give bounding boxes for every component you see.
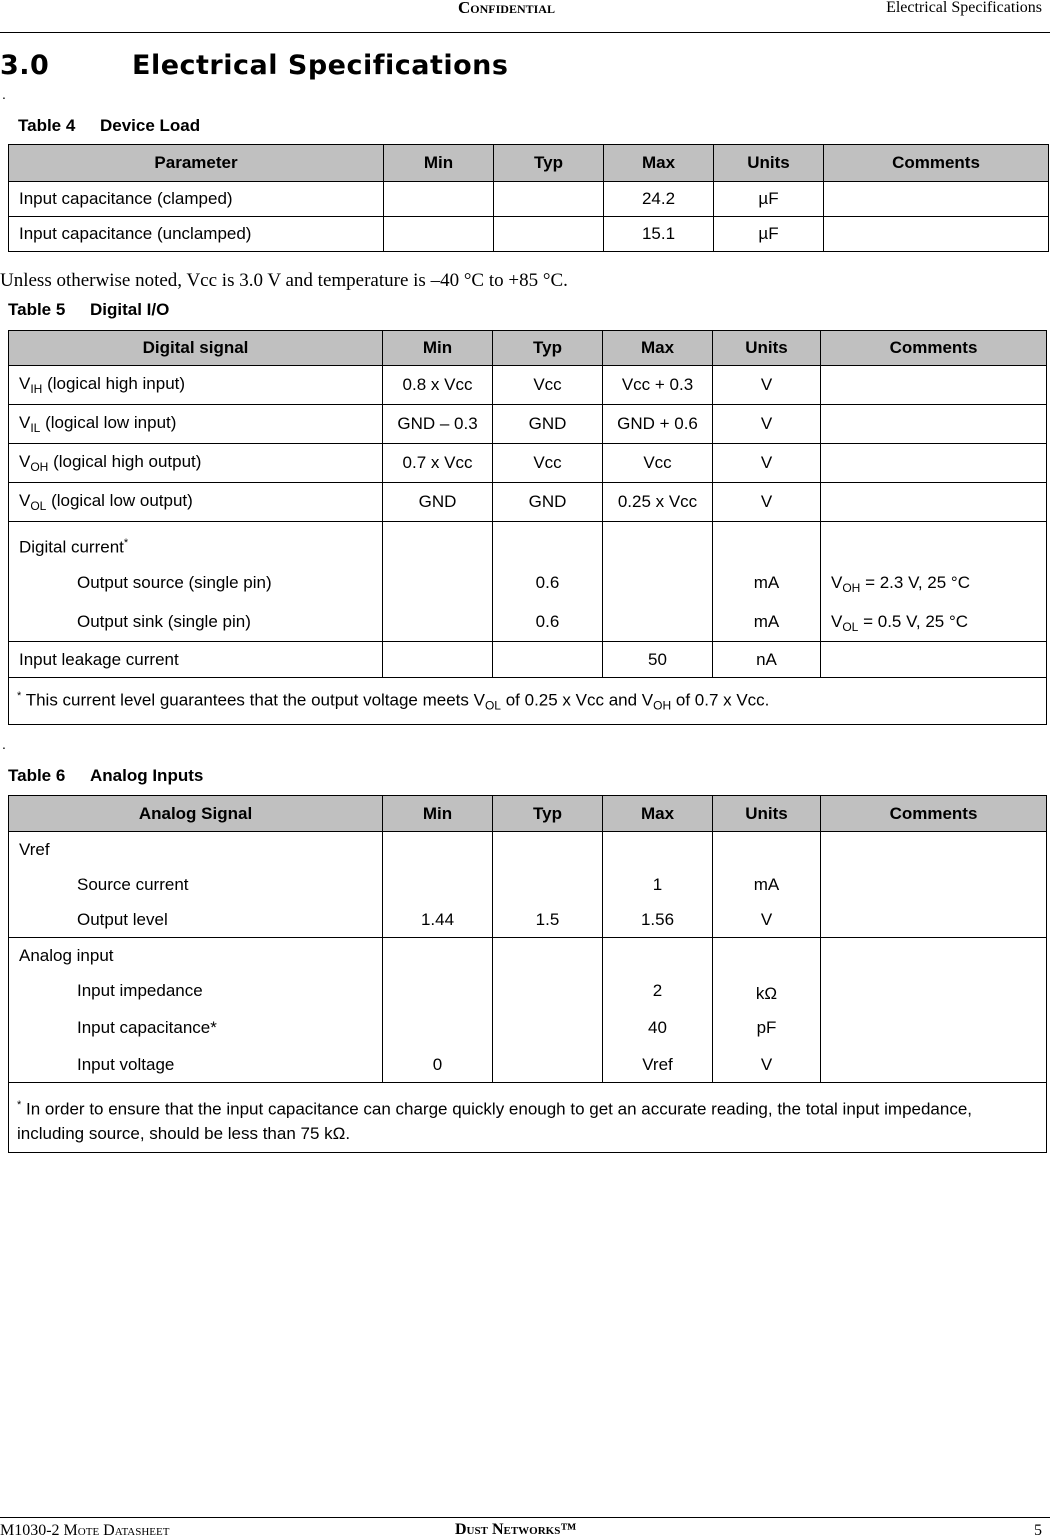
text (9, 331, 1047, 725)
table-cell (9, 678, 1047, 725)
text: * (17, 1099, 22, 1111)
table-cell: Input capacitance (unclamped) (9, 217, 384, 252)
text: mA (753, 573, 780, 592)
text (383, 938, 492, 973)
header-section-title: Electrical Specifications (886, 0, 1042, 16)
column-header: Max (603, 331, 713, 366)
table-cell: µF (714, 217, 824, 252)
table-row (9, 444, 1047, 483)
text (713, 524, 820, 563)
col-header: Min (384, 145, 494, 182)
table-row (9, 182, 1049, 217)
text (9, 524, 382, 563)
text (713, 832, 820, 867)
text: 0 (432, 1055, 443, 1074)
col-header: Typ (494, 145, 604, 182)
table-cell (9, 1083, 1047, 1153)
text: Analog input (19, 946, 114, 965)
table-cell (494, 182, 604, 217)
text (9, 796, 1047, 1153)
table-cell (821, 444, 1047, 483)
text: (logical high output) (48, 452, 202, 471)
text (9, 145, 1049, 252)
text: OL (484, 698, 501, 713)
table-cell (713, 522, 821, 642)
table-cell: 0.25 x Vcc (603, 483, 713, 522)
text: 1 (652, 875, 663, 894)
footer-rule (0, 1517, 1050, 1518)
table-cell (713, 832, 821, 938)
text: Table 6 (8, 766, 66, 785)
table4-caption (18, 116, 200, 136)
table-analog-inputs (8, 795, 1047, 1153)
text: * (123, 537, 129, 549)
table-cell (603, 522, 713, 642)
table-cell (493, 938, 603, 1083)
table-cell: Vcc (603, 444, 713, 483)
conditions-note: Unless otherwise noted, Vcc is 3.0 V and temperature is –40 °C to +85 °C. (0, 270, 568, 291)
table-cell (383, 938, 493, 1083)
text: 0.6 (535, 573, 560, 592)
text: Input voltage (77, 1055, 175, 1074)
table-cell: GND + 0.6 (603, 405, 713, 444)
page-number: 5 (1034, 1522, 1042, 1539)
text: of 0.25 x Vcc and V (500, 690, 654, 710)
text (821, 524, 1046, 563)
table-cell: GND (493, 405, 603, 444)
text: OH (30, 460, 49, 474)
text: OH (842, 581, 861, 595)
table-cell: V (713, 444, 821, 483)
text: Table 4 (18, 116, 76, 135)
table6-caption (8, 766, 203, 786)
header-rule (0, 32, 1050, 33)
text: Output level (77, 910, 168, 929)
table-cell: µF (714, 182, 824, 217)
table-cell: 0.8 x Vcc (383, 366, 493, 405)
table-cell (9, 832, 383, 938)
text: pF (756, 1018, 777, 1037)
confidential-label: Confidential (458, 0, 555, 17)
text (493, 938, 602, 973)
text: Output sink (single pin) (77, 612, 251, 631)
text (9, 796, 1047, 832)
table-cell (821, 832, 1047, 938)
table-cell: GND – 0.3 (383, 405, 493, 444)
table-cell (383, 832, 493, 938)
text (493, 1047, 602, 1082)
dot: . (2, 86, 6, 102)
text: of 0.7 x Vcc. (671, 690, 770, 710)
text: V (831, 612, 843, 631)
table-cell (9, 444, 383, 483)
text: Analog Inputs (90, 766, 204, 785)
text: 1.56 (640, 910, 675, 929)
table-row-analog-input (9, 938, 1047, 1083)
text (383, 867, 492, 902)
table-cell (384, 182, 494, 217)
text: IL (30, 421, 41, 435)
text: Vref (19, 840, 50, 859)
table-cell: Input capacitance (clamped) (9, 182, 384, 217)
text: 1.5 (535, 910, 560, 929)
footer-company: Dust Networks™ (455, 1521, 577, 1538)
text: = 0.5 V, 25 °C (858, 612, 969, 631)
text: OL (30, 499, 47, 513)
table-cell (383, 642, 493, 678)
text (493, 867, 602, 902)
text: 3.0 (0, 50, 50, 81)
text (603, 938, 712, 973)
table-cell: 0.7 x Vcc (383, 444, 493, 483)
table-cell (9, 366, 383, 405)
text (493, 524, 602, 563)
column-header: Units (713, 331, 821, 366)
text: Vref (642, 1055, 673, 1074)
text: Digital current (19, 537, 124, 557)
table-footnote (9, 1083, 1047, 1153)
text: Input capacitance* (77, 1018, 217, 1037)
text: IH (30, 382, 43, 396)
table-row-digital-current (9, 522, 1047, 642)
text: (logical low input) (40, 413, 177, 432)
text: (logical low output) (46, 491, 193, 510)
text: * (17, 690, 22, 702)
text (493, 1008, 602, 1047)
column-header: Comments (821, 796, 1047, 832)
table-row (9, 366, 1047, 405)
table-cell (9, 483, 383, 522)
table-cell: V (713, 366, 821, 405)
table-cell (821, 366, 1047, 405)
table-device-load (8, 144, 1049, 252)
text: Digital I/O (90, 300, 170, 319)
table5-caption (8, 300, 169, 320)
table-cell (9, 522, 383, 642)
text: V (760, 910, 773, 929)
table-cell: V (713, 483, 821, 522)
text: Input impedance (77, 981, 203, 1000)
table-row (9, 405, 1047, 444)
column-header: Analog Signal (9, 796, 383, 832)
table-row (9, 642, 1047, 678)
table-cell (824, 217, 1049, 252)
column-header: Typ (493, 796, 603, 832)
table-row (9, 217, 1049, 252)
text: Output source (single pin) (77, 573, 272, 592)
table-cell: 24.2 (604, 182, 714, 217)
text: In order to ensure that the input capacitance can charge quickly enough to get an accurate reading, the total input impedance, including source, should be less than 75 kΩ. (17, 1099, 973, 1143)
table-cell (383, 522, 493, 642)
table-cell (713, 938, 821, 1083)
table-cell (821, 483, 1047, 522)
column-header: Min (383, 796, 493, 832)
table-cell: GND (493, 483, 603, 522)
text: = 2.3 V, 25 °C (860, 573, 971, 592)
col-header: Comments (824, 145, 1049, 182)
text (493, 973, 602, 1008)
table-cell (821, 938, 1047, 1083)
text (821, 602, 1046, 641)
table-cell: 50 (603, 642, 713, 678)
table-cell (493, 522, 603, 642)
table-cell: Vcc (493, 366, 603, 405)
table-cell (603, 832, 713, 938)
table-cell (9, 938, 383, 1083)
table-cell (824, 182, 1049, 217)
text: V (19, 374, 31, 393)
text: Electrical Specifications (132, 50, 509, 81)
text: (logical high input) (42, 374, 186, 393)
text: 2 (652, 981, 663, 1000)
text (713, 938, 820, 973)
column-header: Comments (821, 331, 1047, 366)
table-cell (603, 938, 713, 1083)
footer-doc-title: M1030-2 Mote Datasheet (0, 1522, 170, 1539)
page-title (0, 50, 508, 81)
table-cell (821, 405, 1047, 444)
table-cell: Vcc (493, 444, 603, 483)
column-header: Units (713, 796, 821, 832)
text (603, 832, 712, 867)
column-header: Typ (493, 331, 603, 366)
text (821, 563, 1046, 602)
text: Source current (77, 875, 189, 894)
text: 1.44 (420, 910, 455, 929)
table-cell: 15.1 (604, 217, 714, 252)
text: V (831, 573, 843, 592)
text: Table 5 (8, 300, 66, 319)
table-cell (493, 832, 603, 938)
table-cell: V (713, 405, 821, 444)
text (383, 973, 492, 1008)
table-cell (821, 642, 1047, 678)
table-cell (493, 642, 603, 678)
text: 0.6 (535, 612, 560, 631)
table-cell (821, 522, 1047, 642)
table-cell: nA (713, 642, 821, 678)
text (383, 832, 492, 867)
text: V (19, 491, 31, 510)
column-header: Min (383, 331, 493, 366)
col-header: Parameter (9, 145, 384, 182)
text: OL (842, 620, 859, 634)
text (9, 331, 1047, 366)
text: OH (653, 698, 672, 713)
table-digital-io (8, 330, 1047, 725)
dot: . (2, 736, 6, 752)
text: This current level guarantees that the output voltage meets V (21, 690, 485, 710)
col-header: Max (604, 145, 714, 182)
text: mA (753, 875, 780, 894)
table-cell: Vcc + 0.3 (603, 366, 713, 405)
column-header: Max (603, 796, 713, 832)
table-row-vref (9, 832, 1047, 938)
text: Device Load (100, 116, 201, 135)
table-cell (494, 217, 604, 252)
text: mA (753, 612, 780, 631)
table-cell (9, 405, 383, 444)
text (493, 832, 602, 867)
table-cell (384, 217, 494, 252)
text: V (19, 452, 31, 471)
table-footnote (9, 678, 1047, 725)
table-cell: GND (383, 483, 493, 522)
text: 40 (648, 1018, 667, 1037)
column-header: Digital signal (9, 331, 383, 366)
text (9, 145, 1049, 182)
table-row (9, 483, 1047, 522)
text (383, 1008, 492, 1047)
text: kΩ (755, 984, 778, 1003)
text: V (19, 413, 31, 432)
table-cell: Input leakage current (9, 642, 383, 678)
text: V (760, 1055, 773, 1074)
col-header: Units (714, 145, 824, 182)
